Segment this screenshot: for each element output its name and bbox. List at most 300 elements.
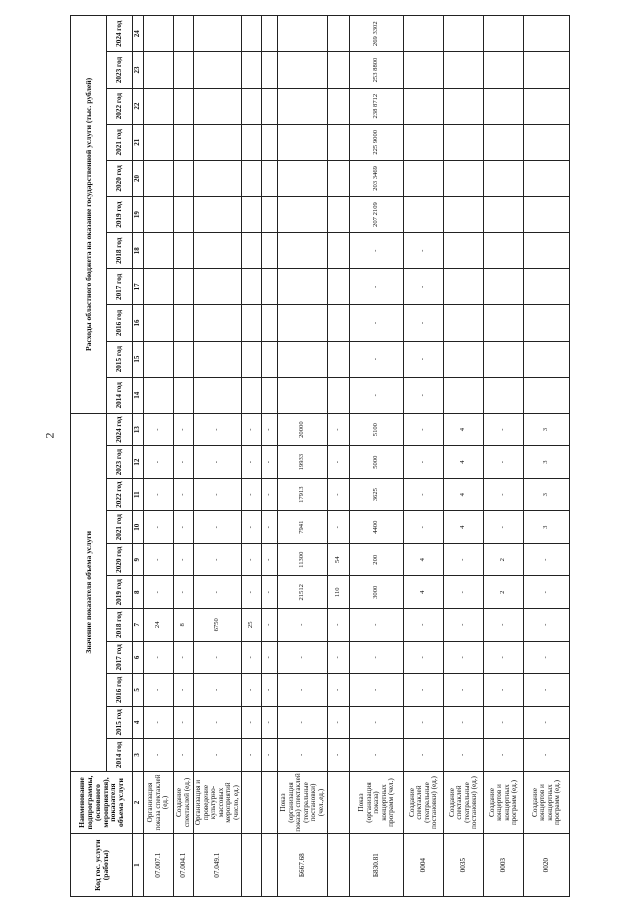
column-number: 22 [133, 88, 144, 124]
expense-value [144, 124, 174, 160]
volume-value: 4 [444, 478, 484, 511]
volume-value: - [262, 706, 278, 739]
volume-value: - [174, 478, 194, 511]
expense-value [144, 305, 174, 341]
expense-value: - [350, 269, 404, 305]
column-number: 20 [133, 160, 144, 196]
column-number: 13 [133, 413, 144, 446]
expense-value: - [404, 233, 444, 269]
volume-value: - [328, 739, 350, 772]
column-number: 21 [133, 124, 144, 160]
expense-value [144, 233, 174, 269]
expense-value [174, 305, 194, 341]
expense-value [242, 233, 262, 269]
column-number: 9 [133, 543, 144, 576]
expense-value [278, 16, 328, 52]
volume-value: - [144, 478, 174, 511]
volume-value: 5100 [350, 413, 404, 446]
volume-value: - [194, 511, 242, 544]
expense-value: - [350, 341, 404, 377]
expense-year-header: 2023 год [107, 52, 133, 88]
expense-value [484, 305, 524, 341]
expense-value [524, 197, 570, 233]
service-name [328, 771, 350, 834]
expense-value [242, 16, 262, 52]
expense-value [174, 52, 194, 88]
expense-value [404, 124, 444, 160]
volume-value: - [524, 739, 570, 772]
expense-value [174, 16, 194, 52]
volume-value: - [194, 706, 242, 739]
volume-year-header: 2019 год [107, 576, 133, 609]
expense-year-header: 2019 год [107, 197, 133, 233]
expense-value [484, 16, 524, 52]
expense-value [444, 341, 484, 377]
volume-value: 25 [242, 609, 262, 642]
table-row [262, 16, 278, 897]
expense-value [242, 124, 262, 160]
table-row [524, 16, 570, 897]
expense-value [194, 88, 242, 124]
volume-value: - [444, 609, 484, 642]
column-number: 14 [133, 377, 144, 413]
volume-value: 4 [404, 576, 444, 609]
volume-value: 4 [444, 413, 484, 446]
expense-value [262, 341, 278, 377]
expense-value [174, 197, 194, 233]
volume-value: - [278, 739, 328, 772]
expense-value [262, 233, 278, 269]
volume-value: - [404, 413, 444, 446]
volume-value: - [262, 478, 278, 511]
volume-value: - [444, 674, 484, 707]
service-name: Показ (организация показа) спектаклей (театральные постановки) (чел.,ед.) [278, 771, 328, 834]
service-code: 0003 [484, 834, 524, 897]
expense-value [174, 233, 194, 269]
volume-value: - [350, 739, 404, 772]
volume-value: - [328, 706, 350, 739]
expense-value [404, 88, 444, 124]
service-name: Создание спектаклей (ед.) [174, 771, 194, 834]
expense-value [444, 16, 484, 52]
expense-value [144, 88, 174, 124]
volume-value: - [194, 641, 242, 674]
budget-table [70, 15, 570, 897]
volume-value: - [174, 543, 194, 576]
volume-year-header: 2017 год [107, 641, 133, 674]
expense-value: 207 2109 [350, 197, 404, 233]
service-code: 0004 [404, 834, 444, 897]
expense-value [194, 269, 242, 305]
expense-value [144, 160, 174, 196]
expense-value [484, 377, 524, 413]
volume-value: - [524, 609, 570, 642]
expense-value [444, 124, 484, 160]
volume-year-header: 2022 год [107, 478, 133, 511]
volume-value: - [328, 674, 350, 707]
volume-value: - [262, 576, 278, 609]
volume-value: - [174, 739, 194, 772]
volume-value: 3 [524, 478, 570, 511]
volume-value: 3625 [350, 478, 404, 511]
volume-value: 3 [524, 413, 570, 446]
column-number: 15 [133, 341, 144, 377]
volume-value: - [524, 706, 570, 739]
expense-value [404, 160, 444, 196]
volume-value: - [328, 478, 350, 511]
volume-value: - [484, 706, 524, 739]
expense-value [174, 88, 194, 124]
expense-value [174, 160, 194, 196]
volume-value: - [278, 641, 328, 674]
volume-value: 2 [484, 576, 524, 609]
expense-value [484, 88, 524, 124]
volume-value: - [404, 446, 444, 479]
volume-value: - [144, 739, 174, 772]
header-code: Код гос. услуги (работы) [71, 834, 133, 897]
expense-value: 238 8712 [350, 88, 404, 124]
table-row [328, 16, 350, 897]
service-code [262, 834, 278, 897]
expense-value [328, 305, 350, 341]
service-name [262, 771, 278, 834]
service-name: Показ (организация показа) концертных программ (чел.) [350, 771, 404, 834]
volume-value: - [242, 446, 262, 479]
volume-value: - [174, 413, 194, 446]
expense-value: - [350, 233, 404, 269]
expense-value [262, 197, 278, 233]
volume-value: - [444, 576, 484, 609]
column-number: 19 [133, 197, 144, 233]
volume-value: 3 [524, 446, 570, 479]
volume-value: - [404, 674, 444, 707]
volume-value: - [262, 413, 278, 446]
volume-value: - [328, 609, 350, 642]
expense-value [484, 124, 524, 160]
service-name: Создание концертов и концертных программ (ед.) [484, 771, 524, 834]
expense-value [262, 269, 278, 305]
volume-value: - [242, 511, 262, 544]
volume-value: - [144, 413, 174, 446]
volume-value: - [278, 674, 328, 707]
expense-value: 225 9000 [350, 124, 404, 160]
expense-value [444, 233, 484, 269]
expense-year-header: 2014 год [107, 377, 133, 413]
volume-value: - [174, 641, 194, 674]
volume-value: - [328, 413, 350, 446]
volume-value: - [484, 446, 524, 479]
expense-value [444, 377, 484, 413]
expense-value [242, 197, 262, 233]
volume-value: - [174, 674, 194, 707]
table-row [350, 16, 404, 897]
volume-value: 4 [404, 543, 444, 576]
volume-value: - [144, 446, 174, 479]
volume-value: - [262, 543, 278, 576]
service-code: 07.049.1 [194, 834, 242, 897]
volume-value: - [242, 706, 262, 739]
expense-value [328, 160, 350, 196]
volume-value: - [242, 543, 262, 576]
volume-value: - [144, 674, 174, 707]
expense-value [524, 233, 570, 269]
volume-value: - [194, 446, 242, 479]
volume-value: - [404, 478, 444, 511]
table-row [484, 16, 524, 897]
volume-value: - [194, 576, 242, 609]
volume-value: - [484, 674, 524, 707]
volume-value: - [262, 511, 278, 544]
expense-value [444, 269, 484, 305]
table-row [278, 16, 328, 897]
volume-value: - [484, 641, 524, 674]
volume-value: - [144, 706, 174, 739]
expense-value [278, 197, 328, 233]
expense-value [524, 377, 570, 413]
column-number: 11 [133, 478, 144, 511]
expense-value [278, 269, 328, 305]
expense-value: 253 8800 [350, 52, 404, 88]
volume-year-header: 2014 год [107, 739, 133, 772]
service-name: Организация показа спектаклей (ед.) [144, 771, 174, 834]
volume-value: - [484, 413, 524, 446]
volume-value: - [404, 511, 444, 544]
service-code: 0020 [524, 834, 570, 897]
service-code: 0035 [444, 834, 484, 897]
expense-value [484, 269, 524, 305]
expense-year-header: 2017 год [107, 269, 133, 305]
volume-year-header: 2016 год [107, 674, 133, 707]
volume-value: 54 [328, 543, 350, 576]
volume-value: 17913 [278, 478, 328, 511]
expense-value [144, 269, 174, 305]
volume-value: - [350, 674, 404, 707]
volume-value: - [174, 446, 194, 479]
column-number: 8 [133, 576, 144, 609]
expense-value [278, 341, 328, 377]
expense-value [444, 305, 484, 341]
expense-year-header: 2022 год [107, 88, 133, 124]
expense-year-header: 2016 год [107, 305, 133, 341]
volume-value: - [484, 511, 524, 544]
volume-value: - [328, 446, 350, 479]
expense-value [242, 377, 262, 413]
expense-value [328, 88, 350, 124]
volume-value: - [262, 641, 278, 674]
volume-value: - [174, 511, 194, 544]
volume-value: - [404, 609, 444, 642]
expense-value [404, 16, 444, 52]
volume-value: - [524, 674, 570, 707]
expense-value [444, 88, 484, 124]
volume-value: - [524, 576, 570, 609]
expense-value [328, 197, 350, 233]
expense-year-header: 2020 год [107, 160, 133, 196]
expense-value [328, 377, 350, 413]
expense-value [328, 341, 350, 377]
volume-value: - [278, 609, 328, 642]
expense-value [194, 52, 242, 88]
column-number: 3 [133, 739, 144, 772]
volume-year-header: 2024 год [107, 413, 133, 446]
volume-value: - [444, 543, 484, 576]
volume-value: - [484, 739, 524, 772]
expense-value [444, 160, 484, 196]
expense-value [484, 197, 524, 233]
expense-year-header: 2018 год [107, 233, 133, 269]
expense-value: - [404, 269, 444, 305]
volume-value: - [242, 413, 262, 446]
expense-value [328, 52, 350, 88]
column-number: 12 [133, 446, 144, 479]
volume-value: - [144, 511, 174, 544]
volume-year-header: 2020 год [107, 543, 133, 576]
volume-value: - [484, 609, 524, 642]
volume-value: - [444, 641, 484, 674]
expense-value [484, 341, 524, 377]
expense-value [278, 377, 328, 413]
expense-value [524, 124, 570, 160]
expense-value: 269 3302 [350, 16, 404, 52]
volume-value: 7941 [278, 511, 328, 544]
volume-value: - [144, 543, 174, 576]
expense-value [144, 197, 174, 233]
expense-value [404, 52, 444, 88]
column-number: 7 [133, 609, 144, 642]
expense-value [484, 52, 524, 88]
volume-value: 4 [444, 446, 484, 479]
volume-value: - [144, 641, 174, 674]
expense-value [278, 160, 328, 196]
service-name: Создание спектаклей (театральные постановки) (ед.) [404, 771, 444, 834]
expense-value: - [404, 377, 444, 413]
expense-value [242, 160, 262, 196]
volume-value: - [262, 739, 278, 772]
volume-value: 11300 [278, 543, 328, 576]
volume-value: - [484, 478, 524, 511]
volume-value: - [444, 706, 484, 739]
column-number: 10 [133, 511, 144, 544]
expense-value [174, 377, 194, 413]
expense-value [194, 124, 242, 160]
expense-value [144, 16, 174, 52]
expense-value: - [404, 341, 444, 377]
service-code: Б667.68 [278, 834, 328, 897]
volume-value: - [262, 446, 278, 479]
expense-value [242, 341, 262, 377]
service-name: Организация и проведение культурно-массовых мероприятий (число, ед.) [194, 771, 242, 834]
expense-value [144, 52, 174, 88]
expense-value [524, 269, 570, 305]
expense-value [278, 52, 328, 88]
service-name: Создание спектаклей (театральные постановки) (ед.) [444, 771, 484, 834]
expense-value [144, 341, 174, 377]
budget-table-sheet [70, 15, 600, 897]
volume-value: - [262, 674, 278, 707]
volume-value: - [242, 478, 262, 511]
expense-value [242, 52, 262, 88]
expense-value: 203 3469 [350, 160, 404, 196]
table-row [194, 16, 242, 897]
table-row [174, 16, 194, 897]
volume-value: - [174, 706, 194, 739]
expense-value [278, 305, 328, 341]
volume-year-header: 2015 год [107, 706, 133, 739]
volume-value: - [404, 641, 444, 674]
expense-value [194, 233, 242, 269]
volume-value: - [262, 609, 278, 642]
expense-value [194, 377, 242, 413]
volume-value: - [194, 674, 242, 707]
volume-year-header: 2023 год [107, 446, 133, 479]
volume-value: 8 [174, 609, 194, 642]
volume-value: - [144, 576, 174, 609]
expense-value [444, 52, 484, 88]
volume-value: 24 [144, 609, 174, 642]
volume-value: 2 [484, 543, 524, 576]
volume-value: 4 [444, 511, 484, 544]
service-name [242, 771, 262, 834]
volume-value: 5000 [350, 446, 404, 479]
volume-value: - [242, 674, 262, 707]
volume-value: 19933 [278, 446, 328, 479]
service-code [242, 834, 262, 897]
expense-value [174, 269, 194, 305]
expense-value [404, 197, 444, 233]
volume-value: - [194, 478, 242, 511]
column-number: 17 [133, 269, 144, 305]
expense-value [194, 341, 242, 377]
expense-value [524, 341, 570, 377]
page-number: 2 [42, 432, 57, 439]
volume-value: - [242, 641, 262, 674]
table-row [404, 16, 444, 897]
expense-value [524, 160, 570, 196]
expense-year-header: 2015 год [107, 341, 133, 377]
expense-value [262, 88, 278, 124]
expense-value [524, 52, 570, 88]
header-name: Наименование подпрограммы, (основного мероприятия), показателя объема услуги [71, 771, 133, 834]
expense-value [278, 88, 328, 124]
service-code: 07.004.1 [174, 834, 194, 897]
expense-value [194, 160, 242, 196]
volume-value: - [328, 641, 350, 674]
service-code [328, 834, 350, 897]
volume-value: - [404, 739, 444, 772]
volume-value: - [194, 739, 242, 772]
expense-value [278, 124, 328, 160]
expense-value [524, 88, 570, 124]
volume-value: 21512 [278, 576, 328, 609]
volume-value: - [194, 543, 242, 576]
volume-value: - [404, 706, 444, 739]
expense-year-header: 2024 год [107, 16, 133, 52]
expense-value [242, 88, 262, 124]
volume-value: - [444, 739, 484, 772]
service-name: Создание концертов и концертных программ (ед.) [524, 771, 570, 834]
expense-value [278, 233, 328, 269]
volume-value: - [350, 706, 404, 739]
volume-value: - [524, 543, 570, 576]
expense-value [262, 377, 278, 413]
volume-year-header: 2021 год [107, 511, 133, 544]
expense-value [194, 197, 242, 233]
volume-value: - [242, 739, 262, 772]
expense-value [242, 305, 262, 341]
expense-value [524, 16, 570, 52]
service-code: 07.007.1 [144, 834, 174, 897]
expense-value [444, 197, 484, 233]
